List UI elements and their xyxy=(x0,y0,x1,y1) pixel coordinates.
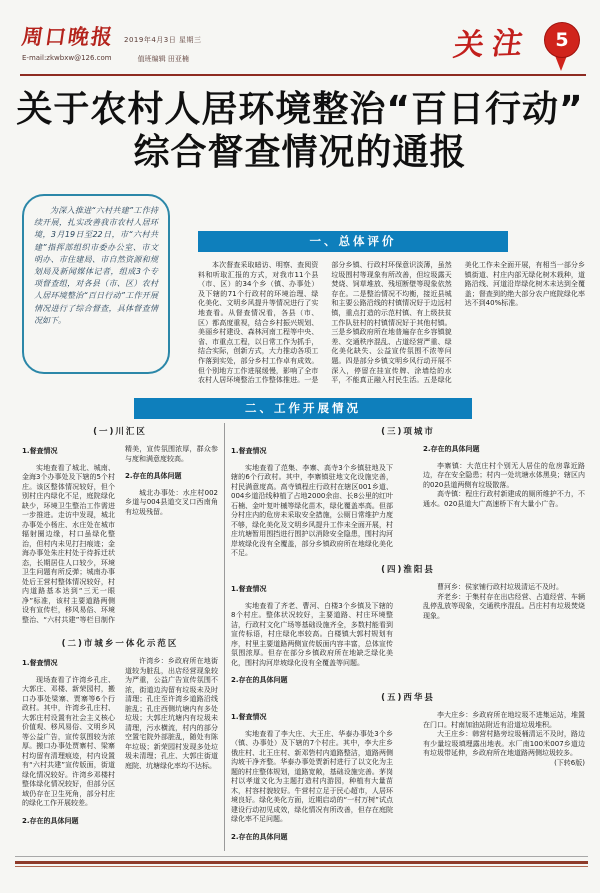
page-bottom-rule xyxy=(15,856,588,867)
masthead-right xyxy=(451,25,580,76)
top-content-area xyxy=(22,190,585,392)
problem-item: 李寨镇：大范庄村个别无人居住的危房靠近路边，存在安全隐患；村内一处坑塘水体黑臭；辖区内的020县道两侧有垃圾散落。 xyxy=(423,461,585,489)
headline xyxy=(10,88,590,174)
survey-text: 现场查看了许湾乡孔庄、大郭庄、邓楼、新荣园村，搬口办事处梁寨、贾寨等6个行政村。其中，许湾乡孔庄村、大郭庄村设置有社会主义核心价值观、移风易俗、文明乡风等公益广告，宣传氛围较为浓厚。搬口办事处贾寨村、梁寨村均留有清理痕迹，村内设置有“六村共建”宣传版面，街道绿化情况较好。许湾乡邓楼村整体绿化情况较好，但部分区域仍存在卫生死角，部分村庄的绿化工作开展较差。 xyxy=(22,675,115,807)
overall-evaluation-section xyxy=(198,190,585,392)
district-heading-huaiyang: (四)淮阳县 xyxy=(381,565,435,575)
problems-label: 2.存在的具体问题 xyxy=(231,832,288,841)
survey-text: 实地查看了城北、城南、金海3个办事处及下辖的5个村庄。该区整体情况较好，但个别村庄内绿化不足，庭院绿化缺少，环境卫生整治工作需进一步推进。走访中发现，城北办事处小杨庄、水庄处在城市辐射圈边缘，村口虽绿化整治，但村内未见打扫痕迹；金海办事处朱庄村处于待拆迁状态，长期居住人口较少，环境卫生问题有所反弹；城南办事处后王营村整体情况较好，村内道路基本达到“三无一眼净”标准，该村主要道路两侧设有宣传栏，移风易俗、环境整治、“六村共建”等栏目制作精美，宣传氛围浓厚，群众参与度和满意度较高。 xyxy=(22,445,218,624)
district-heading-shifanqu: (二)市城乡一体化示范区 xyxy=(61,639,179,649)
problem-item: 城北办事处：水庄村002乡道与004县道交叉口西南角有垃圾残留。 xyxy=(125,488,218,516)
problems-list xyxy=(423,583,585,621)
district-body-huaiyang xyxy=(231,583,585,687)
problem-item: 李大庄乡：乡政府所在地垃圾不进集运站，堆置在门口。村南加油站附近有沿道垃圾堆积。 xyxy=(423,711,585,729)
masthead xyxy=(20,26,586,74)
problems-label: 2.存在的具体问题 xyxy=(22,816,79,825)
district-body-xihua xyxy=(231,711,585,853)
problem-item: 曹河乡：侯家铺行政村垃圾清运不及时。 xyxy=(437,583,563,591)
problem-item: 齐老乡：于集村存在出店经营、占道经营、车辆乱停乱放等现象，交通秩序混乱。吕庄村有垃圾焚烧现象。 xyxy=(423,592,585,620)
district-body-chuanhui xyxy=(22,445,218,633)
bottom-rule-light xyxy=(15,866,588,867)
contact-email: E-mail:zkwbxw@126.com xyxy=(22,54,112,62)
headline-line-2: 综合督查情况的通报 xyxy=(133,132,467,173)
survey-text: 实地查看了齐老、曹河、白楼3个乡镇及下辖的8个村庄。整体状况较好，主要道路、村庄环境整洁，行政村文化广场等基础设施齐全，多数村能看到宣传标语，村庄绿化率较高。白楼镇大郭村规划有序，村里主要道路两侧宣传版面内容丰富，总体宣传氛围浓厚。但存在部分乡镇政府所在地缺乏绿化美化，围村沟河岸坡绿化没有全覆盖等问题。 xyxy=(231,601,393,667)
continued-on-page-note: (下转6版) xyxy=(554,758,585,767)
column-divider xyxy=(224,423,225,851)
survey-label: 1.督查情况 xyxy=(231,713,267,721)
section1-banner: 一、总体评价 xyxy=(198,231,508,252)
district-heading-xiangcheng: (三)项城市 xyxy=(381,427,435,437)
newspaper-logo: 周口晚报 xyxy=(20,25,116,49)
district-heading-chuanhui: (一)川汇区 xyxy=(93,427,147,437)
problems-list xyxy=(423,462,585,510)
survey-label: 1.督查情况 xyxy=(231,585,267,593)
left-column-group xyxy=(22,421,218,855)
problems-list xyxy=(423,711,585,759)
problem-item: 高寺镇：程庄行政村新建成的厕所维护不力，不通水。020县道大广高速桥下有大量小广告。 xyxy=(423,490,585,508)
bottom-rule-thin xyxy=(15,856,588,857)
section2-banner: 二、工作开展情况 xyxy=(134,398,472,419)
survey-text: 实地查看了范集、李寨、高寺3个乡镇驻地及下辖的6个行政村。其中，李寨镇驻地文化设施完善，村民满意度高。高寺镇程庄行政村在辖区001乡道、004乡道沿线种植了占地2000余亩、长8公里的红叶石楠、金叶复叶槭等绿化苗木，绿化覆盖率高。但部分村庄内的危房未采取安全措施，公厕日常维护力度不够，绿化美化及文明乡风提升工作未全面开展，村庄坑塘暂用围挡进行围护以消除安全隐患，围村沟河岸坡绿化没有全覆盖，部分乡镇政府所在地绿化美化不足。 xyxy=(231,463,393,557)
survey-label: 1.督查情况 xyxy=(22,659,58,667)
problems-list xyxy=(125,657,218,771)
problems-label: 2.存在的具体问题 xyxy=(423,445,480,453)
bottom-rule-thick xyxy=(15,861,588,864)
survey-text: 实地查看了李大庄、大王庄、华泰办事处3个乡（镇、办事处）及下辖的7个村庄。其中，李大庄乡俄庄村、北王庄村、新邓砦村内道路整洁，道路两侧沟坡干净齐整。华泰办事处贾新村进行了以文化为主题的村庄整体规划，道路宽敞，基础设施完善。茅岗村以孝道文化为主题打造村内游园，种植有大量苗木，村容村貌较好。牛营村立足于民心超市，人居环境良好。绿化美化方面，近期启动的“一村万树”试点建设行动初见成效，绿化情况有所改善，但存在庭院绿化率不足问题。 xyxy=(231,729,393,823)
issue-date: 2019年4月3日 星期三 xyxy=(124,36,202,44)
intro-box xyxy=(22,194,170,374)
intro-text: 为深入推进“六村共建”工作持续开展，扎实改善我市农村人居环境，3月19日至22日，市“六村共建”指挥部组织市委办公室、市文明办、市住建局、市自然资源和规划局及新闻媒体记者，组成3个专项督查组，对各县（市、区）农村人居环境整治“百日行动”工作开展情况进行了综合督查，具体督查情况如下。 xyxy=(34,206,158,325)
survey-label: 1.督查情况 xyxy=(231,447,267,455)
right-column-group xyxy=(231,421,585,855)
work-progress-section xyxy=(22,421,585,855)
problems-list xyxy=(125,489,218,518)
survey-label: 1.督查情况 xyxy=(22,447,58,455)
problem-item: 大王庄乡：韩营村路旁垃圾桶清运不及时，路边有少量垃圾填埋露出地表。水厂南100米007乡道边有垃圾带延伸，乡政府所在地道路两侧垃圾较多。 xyxy=(423,730,585,757)
problems-label: 2.存在的具体问题 xyxy=(231,676,288,684)
district-body-xiangcheng xyxy=(231,445,585,559)
district-heading-xihua: (五)西华县 xyxy=(381,693,435,703)
district-body-shifanqu xyxy=(22,657,218,849)
section1-body: 本次督查采取暗访、明察、查阅资料和听取汇报的方式，对我市11个县（市、区）的34个乡（镇、办事处）及下辖的71个行政村的环境治理、绿化美化、文明乡风提升等情况进行了实地查看。从督查情况看，各县（市、区）都高度重视，结合乡村振兴规划、美丽乡村建设、森林河南工程等中央、省、市重点工程，以日常工作为抓手，结合实际，创新方式，大力推动各项工作落到实处，部分乡村工作卓有成效。但个别地方工作进展缓慢，影响了全市农村人居环境整治工作整体推进。一是部分乡镇、行政村环保意识淡薄，虽然垃圾围村等现象有所改善，但垃圾露天焚烧、饲草堆放、残垣断壁等现象依然存在。二是整治情况不均衡，接近县城和主要公路沿线的村镇情况好于边远村镇，重点打造的示范村镇、有上级扶贫工作队驻村的村镇情况好于其他村镇。三是乡镇政府所在地普遍存在乡容镇貌差、交通秩序混乱、占道经营严重、绿化美化缺失、公益宣传氛围不浓等问题。四是部分乡镇文明乡风行动开展不深入，停留在挂宣传牌、涂墙绘的水平，不能真正融入村民生活。五是绿化美化工作未全面开展，有相当一部分乡镇街道、村庄内部无绿化树木栽种，道路沿线、河道沿岸绿化树木未达到全覆盖；督查到的绝大部分农户庭院绿化率达不到40%标准。 xyxy=(198,261,585,385)
section-name-calligraphy: 关注 xyxy=(451,25,533,64)
page-number: 5 xyxy=(555,29,569,51)
duty-editor: 值班编辑 田亚楠 xyxy=(137,55,189,63)
page-number-pin xyxy=(544,22,580,76)
masthead-rule xyxy=(20,74,586,76)
masthead-left xyxy=(22,26,201,64)
problems-label: 2.存在的具体问题 xyxy=(125,472,182,480)
headline-line-1: 关于农村人居环境整治“百日行动” xyxy=(16,89,584,130)
pin-circle-shape xyxy=(544,22,580,58)
problem-item: 许湾乡：乡政府所在地街道较为脏乱，出店经营现象较为严重，公益广告宣传氛围不浓，街道边沟留有垃圾未及时清理；孔庄至许湾乡道路沿线脏乱；孔庄西侧坑塘内有多处垃圾；大郭庄坑塘内有垃圾未清理，污水横流，村内的部分空置宅院外部脏乱，随处有陈年垃圾；新荣园村发现多处垃圾未清理；孔庄、大郭庄街道庭院、坑塘绿化率均不达标。 xyxy=(125,657,218,770)
